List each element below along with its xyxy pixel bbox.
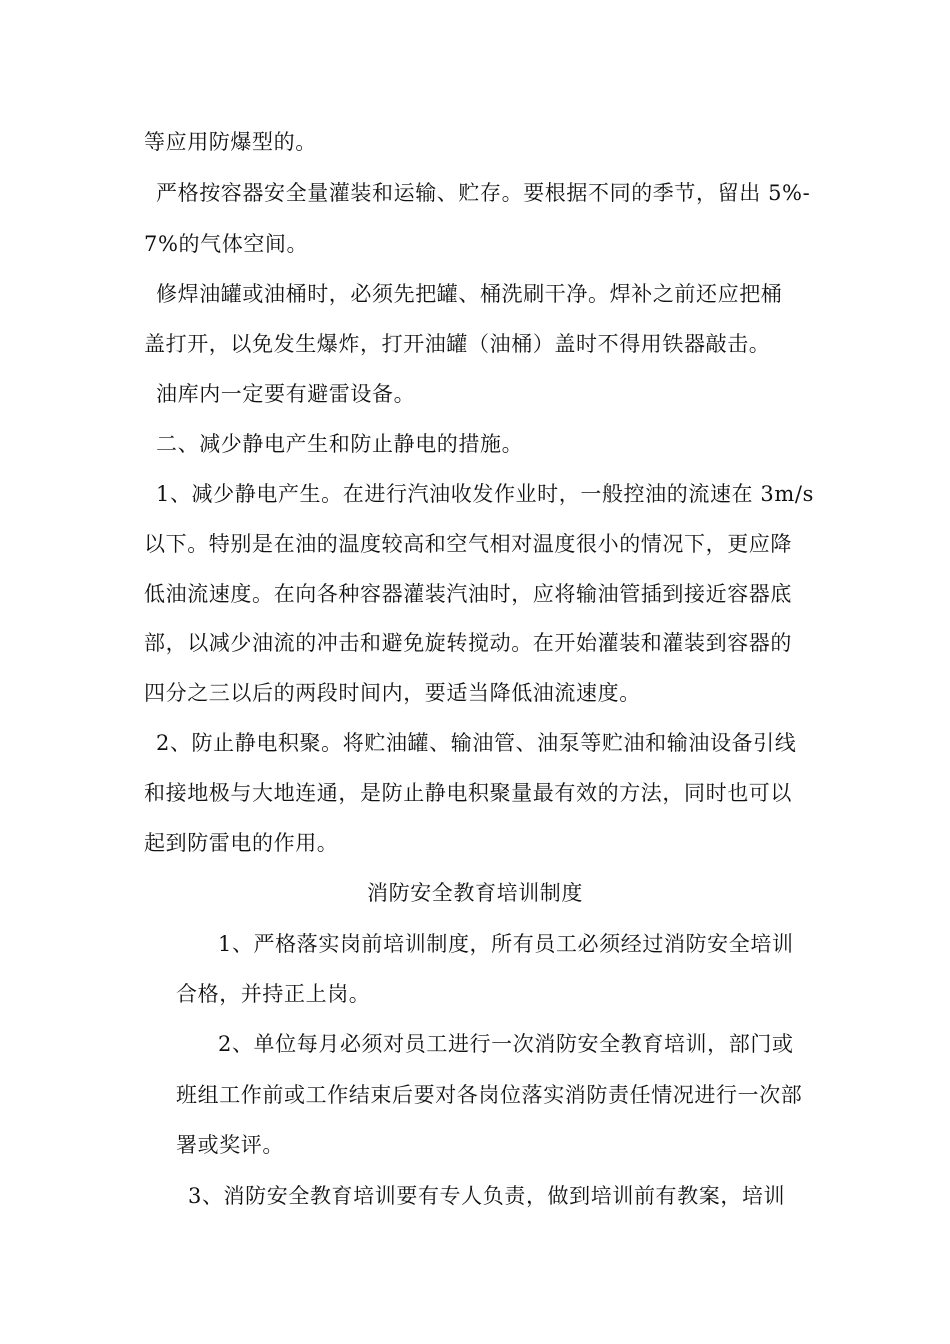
document-section-title: 消防安全教育培训制度: [367, 881, 583, 905]
text-line: 署或奖评。: [176, 1133, 284, 1157]
text-line: 低油流速度。在向各种容器灌装汽油时，应将输油管插到接近容器底: [144, 582, 792, 606]
text-line: 以下。特别是在油的温度较高和空气相对温度很小的情况下，更应降: [144, 532, 792, 556]
text-line: 四分之三以后的两段时间内，要适当降低油流速度。: [144, 681, 641, 705]
text-line: 修焊油罐或油桶时，必须先把罐、桶洗刷干净。焊补之前还应把桶: [156, 282, 783, 306]
text-line: 2、防止静电积聚。将贮油罐、输油管、油泵等贮油和输油设备引线: [156, 731, 797, 755]
text-line: 1、严格落实岗前培训制度，所有员工必须经过消防安全培训: [218, 932, 794, 956]
text-line: 1、减少静电产生。在进行汽油收发作业时，一般控油的流速在 3m/s: [156, 482, 814, 506]
text-line: 严格按容器安全量灌装和运输、贮存。要根据不同的季节，留出 5%-: [156, 181, 811, 205]
text-line: 2、单位每月必须对员工进行一次消防安全教育培训，部门或: [218, 1032, 794, 1056]
text-line: 起到防雷电的作用。: [144, 831, 339, 855]
text-line: 合格，并持正上岗。: [176, 982, 371, 1006]
text-line: 7%的气体空间。: [144, 232, 309, 256]
text-line: 部，以减少油流的冲击和避免旋转搅动。在开始灌装和灌装到容器的: [144, 631, 792, 655]
text-line: 3、消防安全教育培训要有专人负责，做到培训前有教案，培训: [188, 1184, 786, 1208]
text-line: 班组工作前或工作结束后要对各岗位落实消防责任情况进行一次部: [176, 1083, 803, 1107]
section-heading: 二、减少静电产生和防止静电的措施。: [156, 432, 524, 456]
text-line: 等应用防爆型的。: [144, 130, 317, 154]
text-line: 油库内一定要有避雷设备。: [156, 382, 416, 406]
text-line: 和接地极与大地连通，是防止静电积聚量最有效的方法，同时也可以: [144, 781, 792, 805]
text-line: 盖打开，以免发生爆炸，打开油罐（油桶）盖时不得用铁器敲击。: [144, 332, 771, 356]
